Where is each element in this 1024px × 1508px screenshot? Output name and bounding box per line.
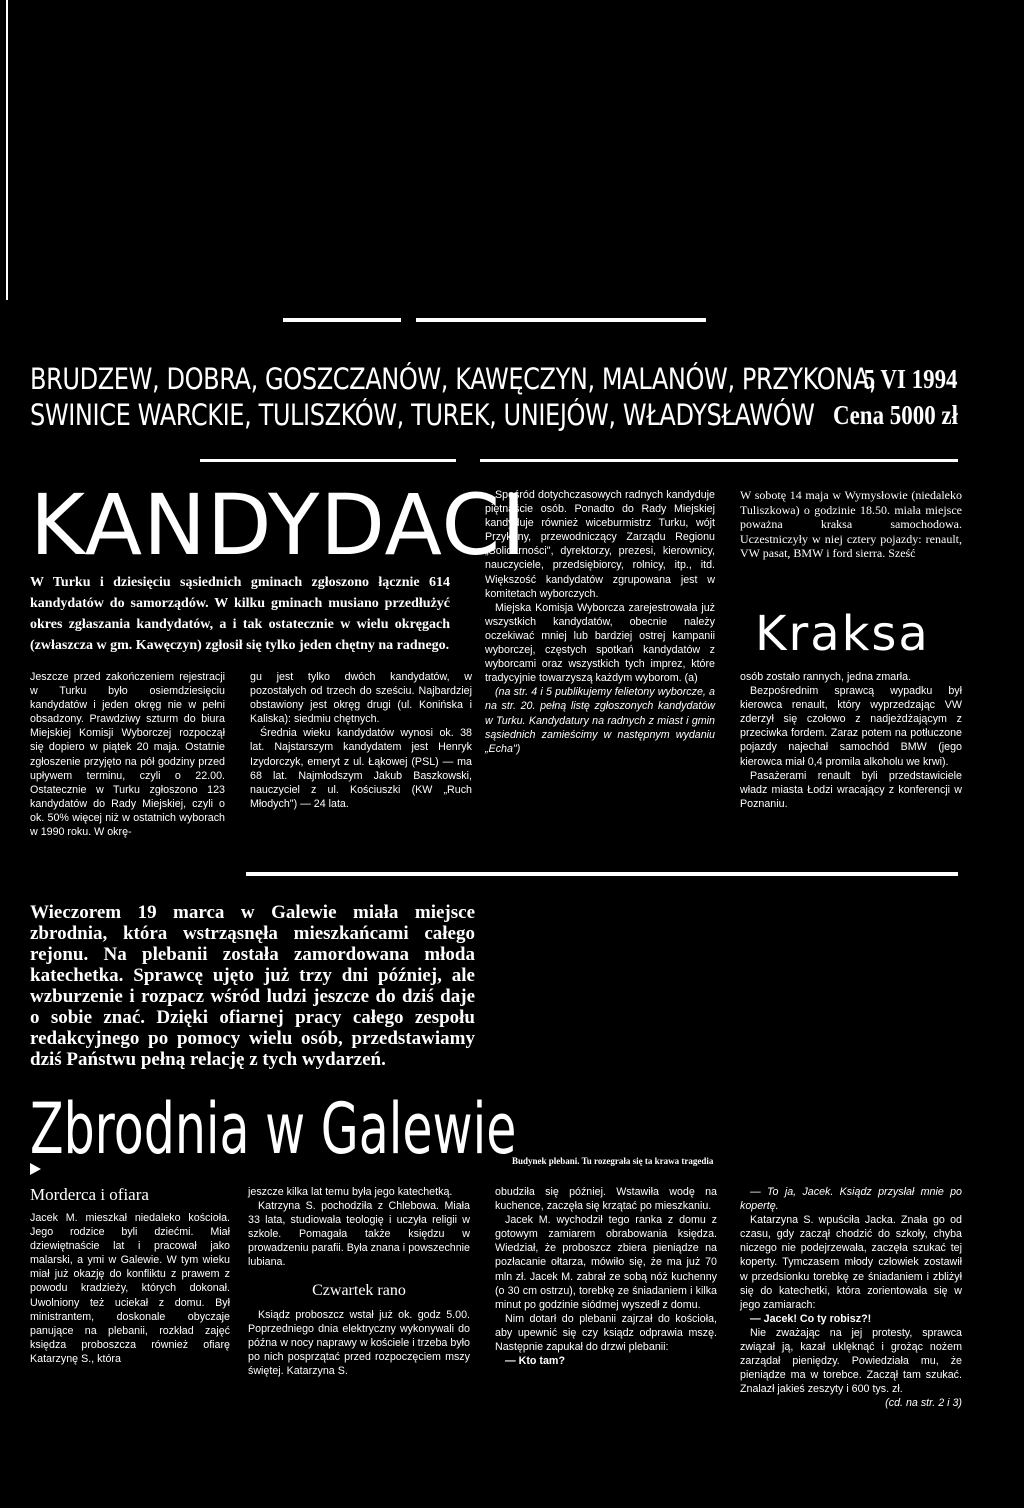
kraksa-intro: W sobotę 14 maja w Wymysłowie (niedaleko Tuliszkowa) o godzinie 18.50. miała miejsce poważna kraksa samochodowa. Uczestniczyły w niej cztery pojazdy: renault, VW pasat, BMW i ford sierra. Sześć	[740, 488, 962, 561]
masthead-rule-left	[200, 459, 456, 462]
photo-caption: Budynek plebani. Tu rozegrała się ta krawa tragedia	[512, 1156, 714, 1166]
zbrodnia-col3-para1: obudziła się później. Wstawiła wodę na kuchence, zaczęła się krzątać po mieszkaniu.	[495, 1186, 717, 1213]
zbrodnia-col1-text: Jacek M. mieszkał niedaleko kościoła. Jego rodzice byli dziećmi. Miał dziewiętnaście lat i pracował jako malarski, a ymi w Galewie. W tym wieku miał już okazję do konfliktu z prawem z powodu kradzieży, których dokonał. Uwolniony też uciekał z domu. Był ministrantem, doskonale obyczaje panujące na plebanii, rozkład zajęć księdza proboszcza również ofiarę Katarzynę S., która	[30, 1212, 230, 1365]
zbrodnia-section-czwartek: Czwartek rano	[312, 1281, 406, 1299]
zbrodnia-col4-dialogue2: — Jacek! Co ty robisz?!	[750, 1312, 872, 1325]
zbrodnia-col2-para2: Katrzyna S. pochodziła z Chlebowa. Miała 33 lata, studiowała teologię i uczyła religii w szkole. Pomagała także księdzu w prowadzeniu parafii. Była znana i powszechnie lubiana.	[248, 1200, 470, 1269]
masthead-towns-line1: BRUDZEW, DOBRA, GOSZCZANÓW, KAWĘCZYN, MALANÓW, PRZYKONA,	[30, 362, 877, 396]
zbrodnia-column-3	[495, 1185, 717, 1368]
top-rule-left	[283, 318, 401, 322]
kandydaci-lead: W Turku i dziesięciu sąsiednich gminach zgłoszono łącznie 614 kandydatów do samorządów. W kilku gminach musiano przedłużyć okres zgłaszania kandydatów, a i tak ostatecznie w wielu okręgach (zwłaszcza w gm. Kawęczyn) zgłosił się tylko jeden chętny na radnego.	[30, 575, 450, 653]
zbrodnia-column-2	[248, 1185, 470, 1378]
masthead-rule-right	[480, 459, 958, 462]
kandydaci-headline: KANDYDACI	[30, 476, 527, 574]
zbrodnia-col3-para2: Jacek M. wychodził tego ranka z domu z gotowym zamiarem obrabowania księdza. Wiedział, że proboszcz zbiera pieniądze na pozłacanie ołtarza, mówiło się, że ma już 70 mln zł. Jacek M. zabrał ze sobą nóż kuchenny (o 30 cm ostrzu), torebkę ze śniadaniem i kilka minut po godzinie siódmej wyszedł z domu.	[495, 1214, 717, 1311]
section-divider	[246, 872, 958, 876]
kraksa-para2: Bezpośrednim sprawcą wypadku był kierowca renault, który wyprzedzając VW zderzył się czołowo z nadjeżdżającym z przeciwka fordem. Zaraz potem na potłuczone pojazdy najechał samochód BMW (jego kierowca miał 0,4 promila alkoholu we krwi).	[740, 685, 962, 768]
top-rule-right	[416, 318, 706, 322]
masthead-towns-line2: SWINICE WARCKIE, TULISZKÓW, TUREK, UNIEJÓW, WŁADYSŁAWÓW	[30, 398, 815, 432]
kandydaci-col2-para2: Średnia wieku kandydatów wynosi ok. 38 lat. Najstarszym kandydatem jest Henryk Izydorczyk, emeryt z ul. Łąkowej (PSL) — ma 68 lat. Najmłodszym Jakub Baszkowski, nauczyciel z ul. Kościuszki (KW „Ruch Młodych") — 24 lata.	[250, 727, 472, 810]
zbrodnia-section-morderca: Morderca i ofiara	[30, 1185, 149, 1204]
zbrodnia-col3-para3: Nim dotarł do plebanii zajrzał do kościoła, aby upewnić się czy ksiądz odprawia mszę. Następnie zapukał do drzwi plebanii:	[495, 1312, 717, 1354]
zbrodnia-col4-dialogue1: — To ja, Jacek. Ksiądz przysłał mnie po kopertę.	[740, 1186, 962, 1213]
zbrodnia-col2-para3: Ksiądz proboszcz wstał już ok. godz 5.00. Poprzedniego dnia elektryczny wykonywali do późna w nocy naprawy w kościele i trzeba było po nich posprzątać przed rozpoczęciem mszy świętej. Katarzyna S.	[248, 1308, 470, 1378]
kandydaci-col1-text: Jeszcze przed zakończeniem rejestracji w Turku było osiemdziesięciu kandydatów i jeden okręg nie w pełni obsadzony. Prawdziwy szturm do biura Miejskiej Komisji Wyborczej rozpoczął się dopiero w piątek 20 maja. Ostatnie zgłoszenie przyjęto na pół godziny przed upływem terminu, czyli o 22.00. Ostatecznie w Turku zgłoszono 123 kandydatów do Rady Miejskiej, czyli o ok. 50% więcej niż w ostatnich wyborach w 1990 roku. W okrę-	[30, 671, 225, 839]
left-edge-rule	[6, 0, 8, 300]
kraksa-para3: Pasażerami renault byli przedstawiciele władz miasta Łodzi wracający z konferencji w Poznaniu.	[740, 769, 962, 810]
masthead-date: 5 VI 1994	[864, 364, 958, 394]
zbrodnia-col4-para2: Nie zważając na jej protesty, sprawca związał ją, kazał uklęknąć i grożąc nożem zarządał pieniędzy. Powiedziała mu, że pieniądze ma w torebce. Zaczął tam szukać. Znalazł jakieś zeszyty i 600 tys. zł.	[740, 1326, 962, 1396]
kandydaci-column-2	[250, 670, 472, 811]
kandydaci-col3-note: (na str. 4 i 5 publikujemy felietony wyborcze, a na str. 20. pełną listę zgłoszonych kandydatów w Turku. Kandydatury na radnych z miast i gmin sąsiednich zamieścimy w następnym wydaniu „Echa")	[485, 686, 715, 755]
kandydaci-col2-para1: gu jest tylko dwóch kandydatów, w pozostałych od trzech do sześciu. Najbardziej obstawiony jest okręg drugi (ul. Konińska i Kaliska): siedmiu chętnych.	[250, 671, 472, 726]
kraksa-body	[740, 670, 962, 811]
zbrodnia-lead: Wieczorem 19 marca w Galewie miała miejsce zbrodnia, która wstrząsnęła mieszkańcami całego rejonu. Na plebanii została zamordowana młoda katechetka. Sprawcę ujęto już trzy dni później, ale wzburzenie i rozpacz wśród ludzi jeszcze do dziś daje o sobie znać. Dzięki ofiarnej pracy całego zespołu redakcyjnego po pomocy wielu osób, przedstawiamy dziś Państwu pełną relację z tych wydarzeń.	[30, 902, 475, 1070]
zbrodnia-column-1	[30, 1185, 230, 1366]
kraksa-para1: osób zostało rannych, jedna zmarła.	[740, 671, 912, 683]
zbrodnia-col2-para1: jeszcze kilka lat temu była jego katechetką.	[248, 1186, 453, 1198]
zbrodnia-col4-para1: Katarzyna S. wpuściła Jacka. Znała go od czasu, gdy zaczął chodzić do szkoły, chyba niczego nie podejrzewała, zaczęła szukać tej koperty. Tymczasem młody człowiek zostawił w przedsionku torebkę ze śniadaniem i zbliżył się do katechetki, która zorientowała się w jego zamiarach:	[740, 1214, 962, 1311]
kandydaci-col3-para2: Miejska Komisja Wyborcza zarejestrowała już wszystkich kandydatów, obecnie należy oczekiwać mniej lub bardziej ostrej kampanii wyborczej, częstych spotkań kandydatów z wyborcami oraz wszystkich tych imprez, które tradycyjnie towarzyszą każdym wyborom. (a)	[485, 601, 715, 685]
zbrodnia-column-4	[740, 1185, 962, 1411]
kraksa-headline: Kraksa	[755, 606, 930, 662]
kandydaci-column-1	[30, 670, 225, 839]
zbrodnia-headline: Zbrodnia w Galewie	[30, 1088, 517, 1170]
section-marker-icon	[30, 1163, 41, 1175]
kandydaci-col3-para1: Spośród dotychczasowych radnych kandyduje piętnaście osób. Ponadto do Rady Miejskiej kandyduje również wiceburmistrz Turku, wójt Przykony, przewodniczący Zarządu Regionu „Solidarności", dyrektorzy, prezesi, kierownicy, nauczyciele, przedsiębiorcy, rolnicy, itp., itd. Większość kandydatów zgrupowana jest w komitetach wyborczych.	[485, 489, 715, 600]
continued-on-link[interactable]: (cd. na str. 2 i 3)	[885, 1397, 962, 1410]
kandydaci-column-3	[485, 488, 715, 756]
masthead-price: Cena 5000 zł	[833, 400, 958, 430]
zbrodnia-col3-dialogue: — Kto tam?	[505, 1355, 565, 1368]
